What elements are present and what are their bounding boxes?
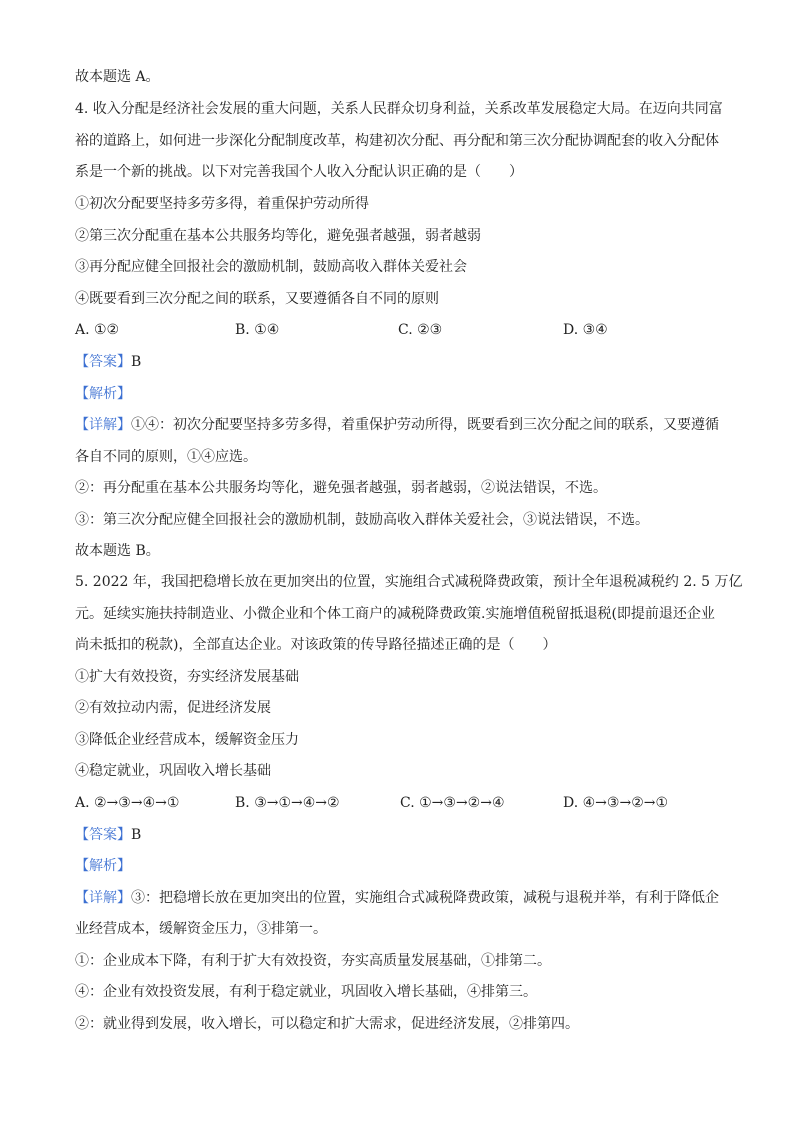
q5-statement-1: ①扩大有效投资，夯实经济发展基础 — [75, 669, 299, 685]
q4-detail-line-1 — [75, 416, 719, 434]
q5-answer-line — [75, 826, 141, 844]
q5-detail-line-5: ②：就业得到发展，收入增长，可以稳定和扩大需求，促进经济发展，②排第四。 — [75, 1016, 579, 1032]
q4-stem-line-1: 4. 收入分配是经济社会发展的重大问题，关系人民群众切身利益，关系改革发展稳定大局。在迈向共同富 — [75, 101, 723, 117]
answer-value: B — [131, 827, 142, 843]
q4-option-c: C. ②③ — [398, 322, 443, 338]
q5-option-a: A. ②→③→④→① — [75, 795, 180, 811]
q5-option-c: C. ①→③→②→④ — [400, 795, 505, 811]
detail-text: ①④：初次分配要坚持多劳多得，着重保护劳动所得，既要看到三次分配之间的联系，又要遵循 — [131, 417, 719, 433]
q5-detail-line-4: ④：企业有效投资发展，有利于稳定就业，巩固收入增长基础，④排第三。 — [75, 984, 537, 1000]
q4-statement-1: ①初次分配要坚持多劳多得，着重保护劳动所得 — [75, 196, 369, 212]
q5-detail-line-1 — [75, 889, 719, 907]
answer-label: 【答案】 — [75, 827, 131, 843]
answer-label: 【答案】 — [75, 354, 131, 370]
q4-statement-3: ③再分配应健全回报社会的激励机制，鼓励高收入群体关爱社会 — [75, 259, 467, 275]
q4-analysis-label: 【解析】 — [75, 386, 131, 402]
q5-detail-line-2: 业经营成本，缓解资金压力，③排第一。 — [75, 921, 327, 937]
q4-statement-4: ④既要看到三次分配之间的联系，又要遵循各自不同的原则 — [75, 291, 439, 307]
detail-text: ③：把稳增长放在更加突出的位置，实施组合式减税降费政策，减税与退税并举，有利于降低企 — [131, 890, 719, 906]
q4-conclusion: 故本题选 B。 — [75, 543, 160, 559]
q5-option-b: B. ③→①→④→② — [235, 795, 340, 811]
q5-option-d: D. ④→③→②→① — [563, 795, 669, 811]
q5-statement-2: ②有效拉动内需，促进经济发展 — [75, 700, 271, 716]
q5-statement-3: ③降低企业经营成本，缓解资金压力 — [75, 732, 299, 748]
q3-conclusion: 故本题选 A。 — [75, 69, 160, 85]
detail-label: 【详解】 — [75, 417, 131, 433]
q4-stem-line-3: 系是一个新的挑战。以下对完善我国个人收入分配认识正确的是（ ） — [75, 164, 523, 180]
q5-stem-line-2: 元。延续实施扶持制造业、小微企业和个体工商户的减税降费政策.实施增值税留抵退税(即提前退还企业 — [75, 606, 715, 622]
q4-detail-line-2: 各自不同的原则，①④应选。 — [75, 449, 257, 465]
q4-detail-line-3: ②：再分配重在基本公共服务均等化，避免强者越强，弱者越弱，②说法错误，不选。 — [75, 480, 607, 496]
answer-value: B — [131, 354, 142, 370]
q4-option-d: D. ③④ — [563, 322, 608, 338]
q4-statement-2: ②第三次分配重在基本公共服务均等化，避免强者越强，弱者越弱 — [75, 228, 481, 244]
q4-stem-line-2: 裕的道路上，如何进一步深化分配制度改革，构建初次分配、再分配和第三次分配协调配套的收入分配体 — [75, 133, 719, 149]
q5-detail-line-3: ①：企业成本下降，有利于扩大有效投资，夯实高质量发展基础，①排第二。 — [75, 953, 551, 969]
q4-option-b: B. ①④ — [235, 322, 280, 338]
q5-stem-line-1: 5. 2022 年，我国把稳增长放在更加突出的位置，实施组合式减税降费政策，预计全年退税减税约 2. 5 万亿 — [75, 574, 743, 590]
q4-answer-line — [75, 353, 141, 371]
q4-detail-line-4: ③：第三次分配应健全回报社会的激励机制，鼓励高收入群体关爱社会，③说法错误，不选。 — [75, 512, 649, 528]
q5-analysis-label: 【解析】 — [75, 858, 131, 874]
q5-statement-4: ④稳定就业，巩固收入增长基础 — [75, 763, 271, 779]
detail-label: 【详解】 — [75, 890, 131, 906]
q5-stem-line-3: 尚未抵扣的税款)，全部直达企业。对该政策的传导路径描述正确的是（ ） — [75, 637, 557, 653]
q4-option-a: A. ①② — [75, 322, 120, 338]
